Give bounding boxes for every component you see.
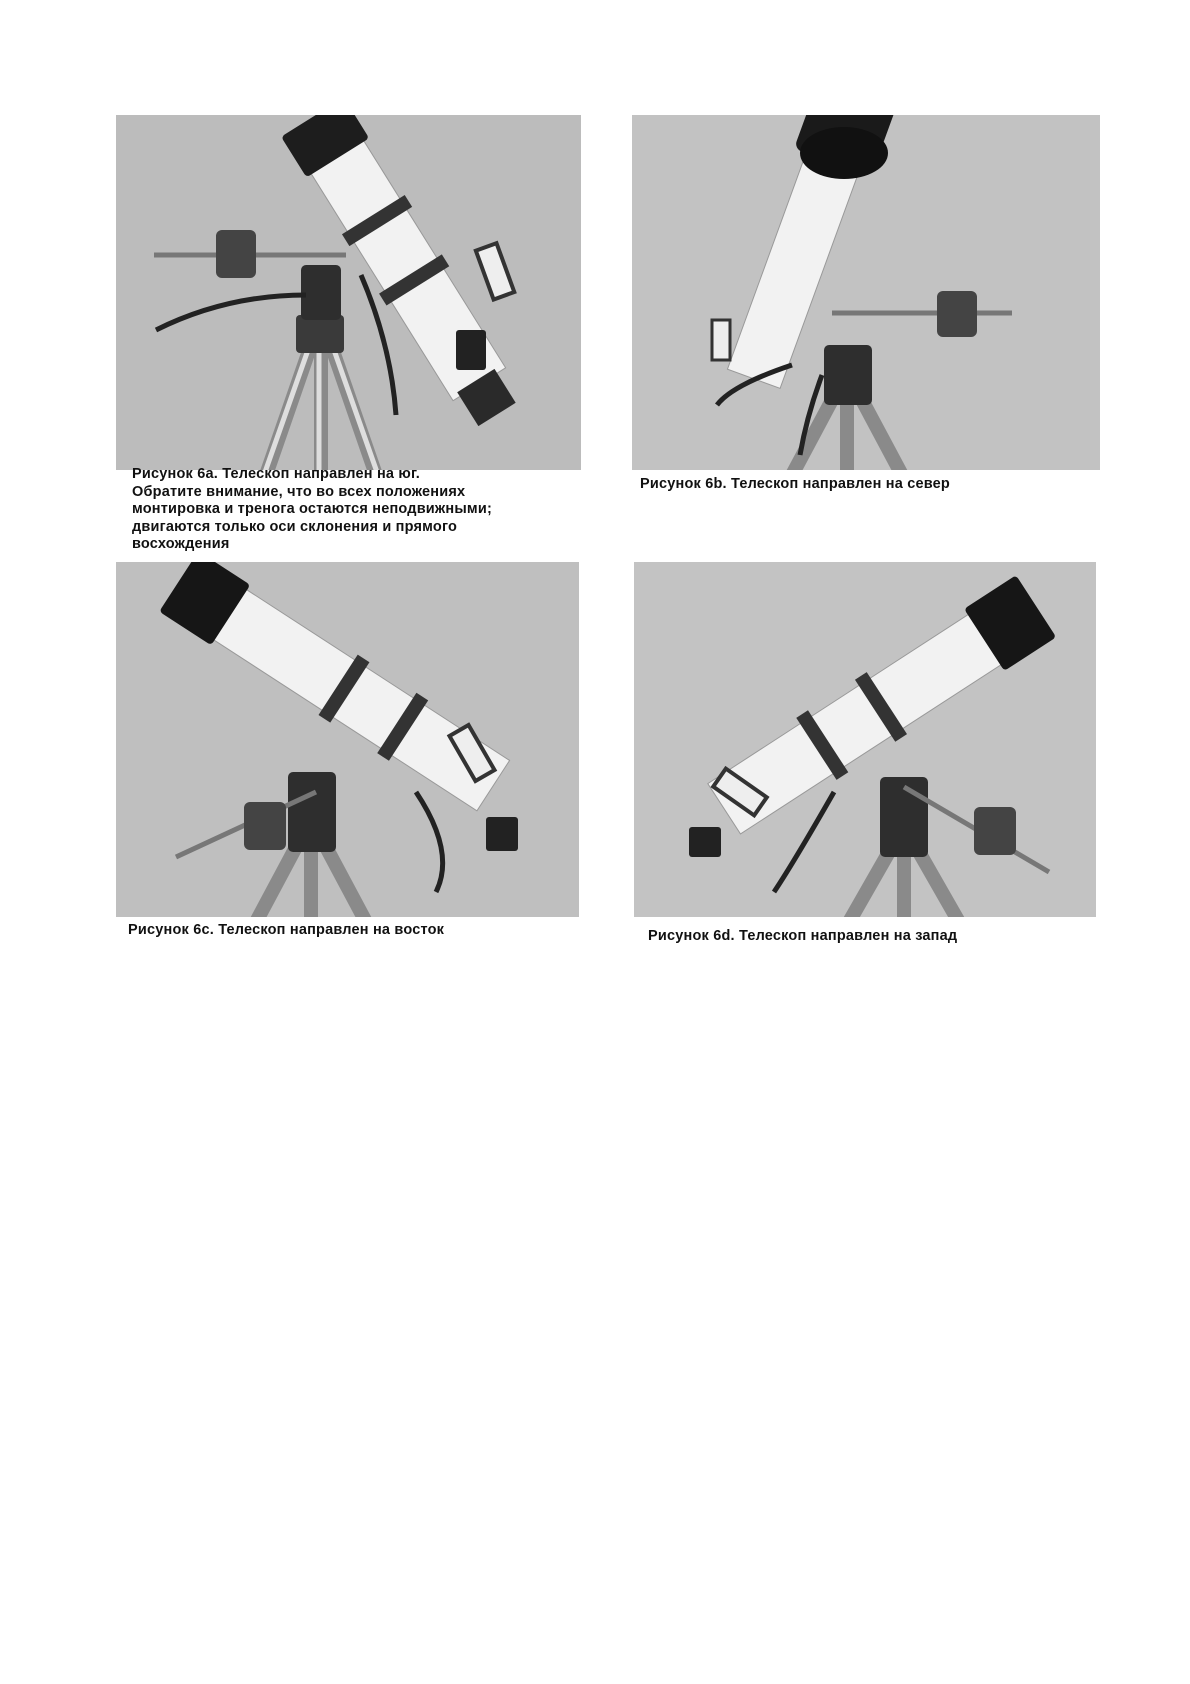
figure-6c-caption xyxy=(128,922,444,940)
caption-line: восхождения xyxy=(132,536,230,552)
figure-6a-caption xyxy=(132,466,492,554)
telescope-west-illustration xyxy=(634,562,1096,917)
caption-line: двигаются только оси склонения и прямого xyxy=(132,518,458,535)
telescope-north-illustration xyxy=(632,115,1100,470)
figure-6a-photo xyxy=(116,115,581,470)
telescope-south-illustration xyxy=(116,115,581,470)
figure-6c-photo xyxy=(116,562,579,917)
caption-line: Рисунок 6a. Телескоп направлен на юг. xyxy=(132,466,421,482)
figure-6b-photo xyxy=(632,115,1100,470)
figure-6d-caption xyxy=(648,928,957,946)
caption-line: Рисунок 6d. Телескоп направлен на запад xyxy=(648,928,958,944)
telescope-east-illustration xyxy=(116,562,579,917)
figure-6d-photo xyxy=(634,562,1096,917)
caption-line: монтировка и тренога остаются неподвижными; xyxy=(132,501,493,517)
caption-line: Рисунок 6c. Телескоп направлен на восток xyxy=(128,922,445,938)
caption-line: Обратите внимание, что во всех положениях xyxy=(132,483,466,500)
figure-6b-caption xyxy=(640,476,950,494)
caption-line: Рисунок 6b. Телескоп направлен на север xyxy=(640,476,950,492)
